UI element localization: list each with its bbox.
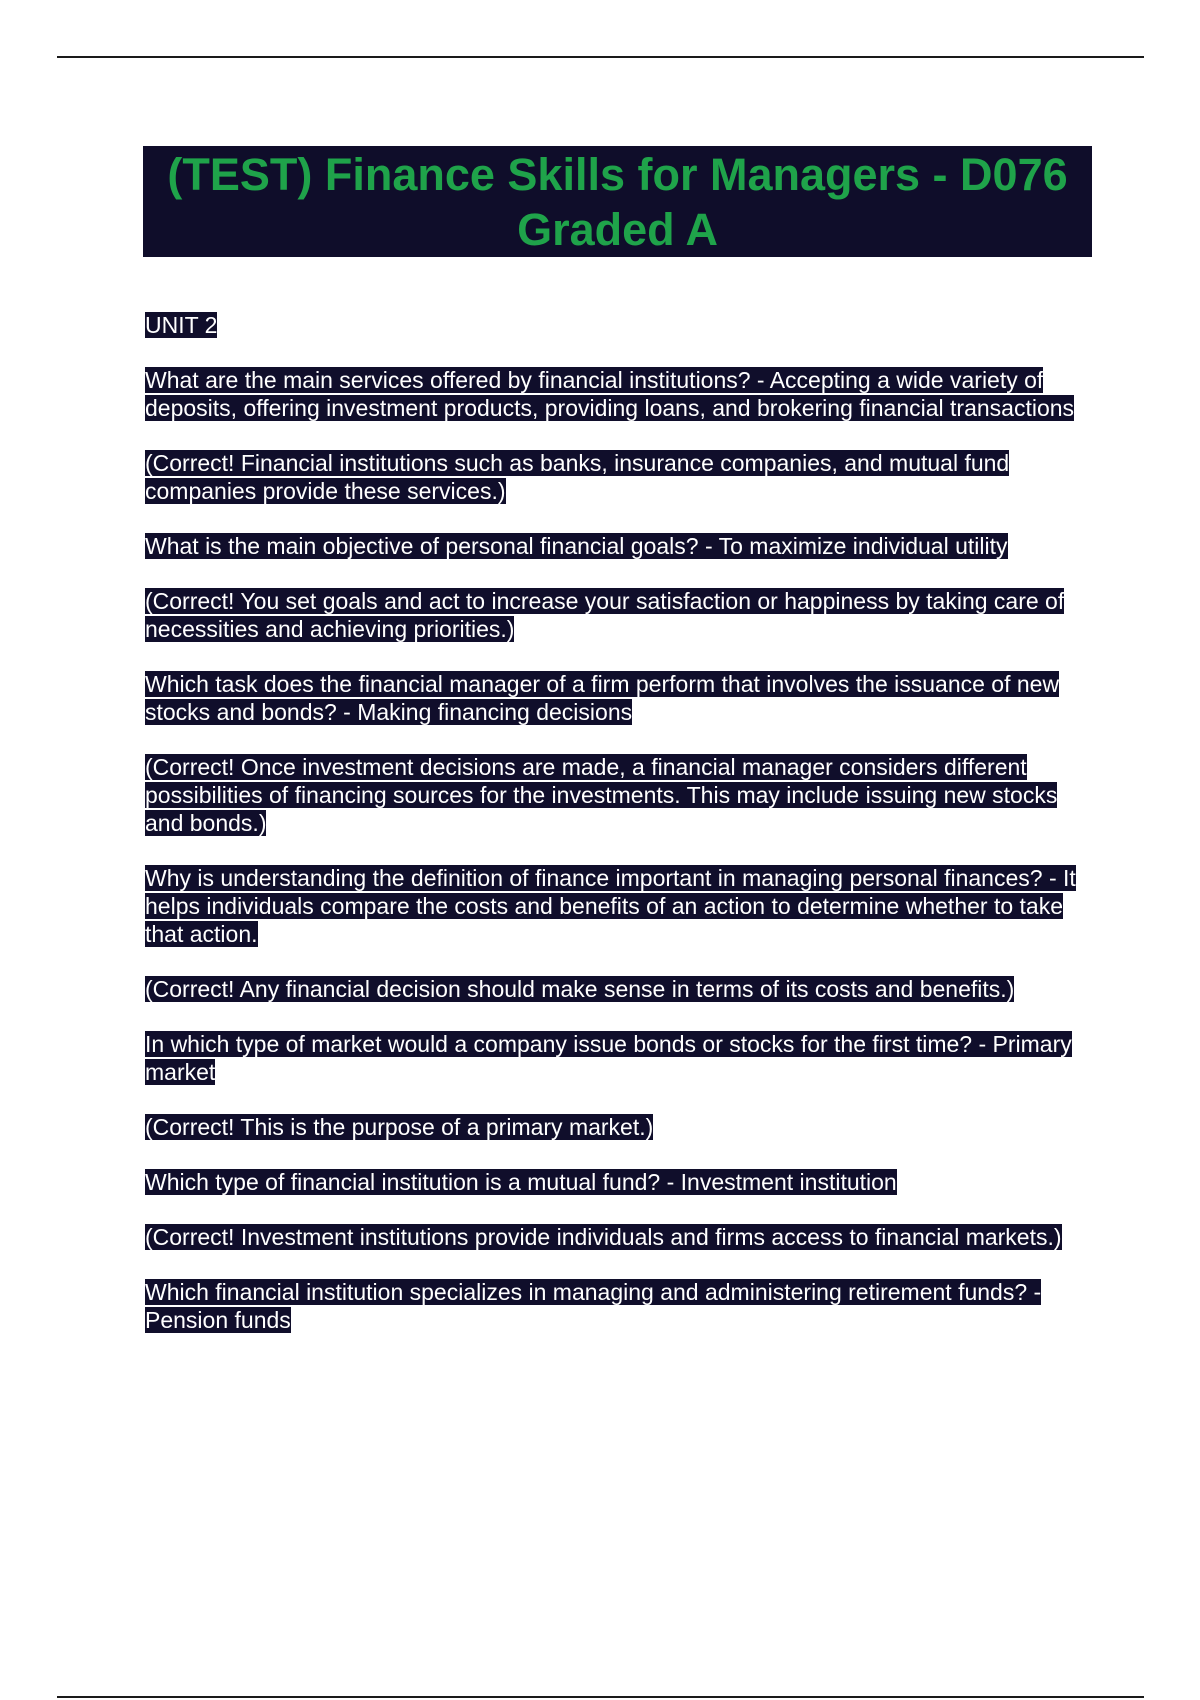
question-text: What is the main objective of personal financial goals? - To maximize individual utility xyxy=(145,533,1008,559)
feedback-1 xyxy=(145,449,1090,505)
question-2 xyxy=(145,532,1090,560)
feedback-4 xyxy=(145,975,1090,1003)
question-4 xyxy=(145,864,1090,948)
feedback-text: (Correct! This is the purpose of a primary market.) xyxy=(145,1114,654,1140)
question-3 xyxy=(145,670,1090,726)
question-text: Why is understanding the definition of finance important in managing personal finances? - It helps individuals compare the costs and benefits of an action to determine whether to take that action. xyxy=(145,865,1076,947)
unit-heading-text: UNIT 2 xyxy=(145,312,218,338)
question-5 xyxy=(145,1030,1090,1086)
question-1 xyxy=(145,366,1090,422)
question-text: Which financial institution specializes in managing and administering retirement funds? - Pension funds xyxy=(145,1279,1042,1333)
question-6 xyxy=(145,1168,1090,1196)
question-text: In which type of market would a company issue bonds or stocks for the first time? - Primary market xyxy=(145,1031,1072,1085)
title-banner xyxy=(143,146,1092,257)
feedback-text: (Correct! Once investment decisions are made, a financial manager considers different possibilities of financing sources for the investments. This may include issuing new stocks and bonds.) xyxy=(145,754,1058,836)
bottom-rule xyxy=(57,1696,1144,1698)
feedback-text: (Correct! Financial institutions such as banks, insurance companies, and mutual fund companies provide these services.) xyxy=(145,450,1010,504)
feedback-text: (Correct! You set goals and act to increase your satisfaction or happiness by taking care of necessities and achieving priorities.) xyxy=(145,588,1065,642)
document-title: (TEST) Finance Skills for Managers - D076 Graded A xyxy=(167,148,1068,255)
feedback-5 xyxy=(145,1113,1090,1141)
top-rule xyxy=(57,56,1144,58)
document-body xyxy=(145,311,1090,1334)
feedback-2 xyxy=(145,587,1090,643)
question-7 xyxy=(145,1278,1090,1334)
feedback-3 xyxy=(145,753,1090,837)
question-text: Which type of financial institution is a mutual fund? - Investment institution xyxy=(145,1169,897,1195)
unit-heading xyxy=(145,311,1090,339)
feedback-6 xyxy=(145,1223,1090,1251)
feedback-text: (Correct! Any financial decision should make sense in terms of its costs and benefits.) xyxy=(145,976,1015,1002)
question-text: What are the main services offered by financial institutions? - Accepting a wide variety of deposits, offering investment products, providing loans, and brokering financial transactions xyxy=(145,367,1075,421)
question-text: Which task does the financial manager of a firm perform that involves the issuance of new stocks and bonds? - Making financing decisions xyxy=(145,671,1060,725)
feedback-text: (Correct! Investment institutions provide individuals and firms access to financial markets.) xyxy=(145,1224,1062,1250)
